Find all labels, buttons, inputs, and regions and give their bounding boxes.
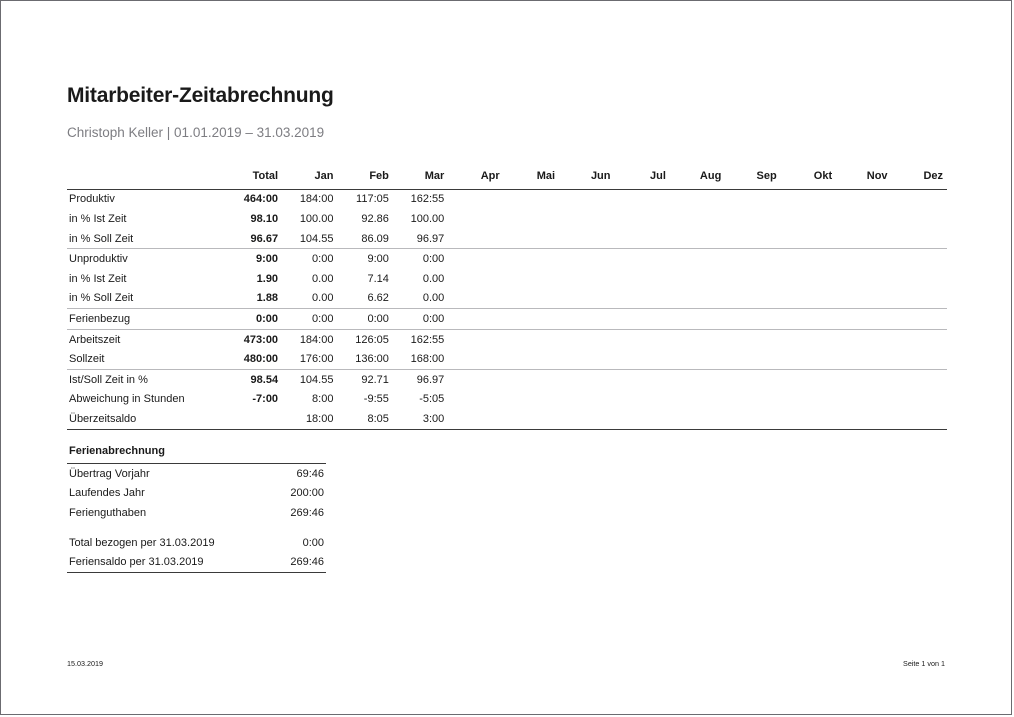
- cell-okt: [781, 390, 836, 410]
- cell-jul: [615, 269, 670, 289]
- cell-nov: [836, 289, 891, 309]
- cell-okt: [781, 249, 836, 269]
- cell-jan: 0.00: [312, 272, 334, 285]
- cell-jun: [559, 349, 614, 369]
- vacation-row-value: 269:46: [251, 552, 326, 572]
- cell-jan: 104.55: [282, 229, 337, 249]
- cell-feb: 7.14: [367, 272, 389, 285]
- time-report-table: [67, 166, 947, 430]
- vacation-row: [67, 533, 326, 553]
- column-header-apr: Apr: [448, 166, 503, 189]
- cell-jun: [559, 390, 614, 410]
- cell-nov: [836, 249, 891, 269]
- vacation-row: [67, 483, 326, 503]
- cell-dez: [892, 329, 947, 349]
- cell-jun: [559, 269, 614, 289]
- cell-mar: 0:00: [422, 253, 445, 266]
- cell-jan: 184:00: [299, 333, 334, 346]
- cell-total: [217, 409, 282, 429]
- vacation-row: [67, 463, 326, 483]
- cell-jun: [559, 209, 614, 229]
- cell-jul: [615, 409, 670, 429]
- cell-mai: [504, 329, 559, 349]
- column-header-dez: Dez: [892, 166, 947, 189]
- cell-sep: [725, 189, 780, 209]
- cell-nov: [836, 390, 891, 410]
- cell-jul: [615, 229, 670, 249]
- cell-apr: [448, 309, 503, 330]
- cell-jul: [615, 289, 670, 309]
- vacation-header-row: [67, 441, 326, 463]
- cell-jul: [615, 209, 670, 229]
- cell-nov: [836, 189, 891, 209]
- cell-feb: 136:00: [337, 349, 392, 369]
- cell-sep: [725, 349, 780, 369]
- cell-feb: 6.62: [337, 289, 392, 309]
- cell-jun: [559, 409, 614, 429]
- cell-jun: [559, 309, 614, 330]
- cell-okt: [781, 369, 836, 389]
- cell-feb: 8:05: [337, 409, 392, 429]
- vacation-table-head: [67, 441, 326, 463]
- vacation-row-label: Total bezogen per 31.03.2019: [69, 536, 215, 549]
- cell-mai: [504, 229, 559, 249]
- vacation-table-body: [67, 463, 326, 572]
- cell-nov: [836, 269, 891, 289]
- footer-page-number: Seite 1 von 1: [903, 659, 945, 668]
- vacation-row-label: Laufendes Jahr: [69, 487, 145, 500]
- row-label: Abweichung in Stunden: [69, 393, 185, 406]
- cell-total: 1.90: [256, 272, 279, 285]
- cell-nov: [836, 209, 891, 229]
- cell-jul: [615, 349, 670, 369]
- row-label: Ist/Soll Zeit in %: [69, 373, 148, 386]
- cell-mar: 100.00: [410, 212, 445, 225]
- vacation-row-label: Ferienguthaben: [69, 506, 147, 519]
- cell-dez: [892, 309, 947, 330]
- cell-total: 480:00: [217, 349, 282, 369]
- row-label: Ferienbezug: [67, 309, 217, 330]
- cell-dez: [892, 269, 947, 289]
- cell-apr: [448, 289, 503, 309]
- cell-jan: 0:00: [312, 253, 334, 266]
- cell-aug: [670, 229, 725, 249]
- row-label: Unproduktiv: [69, 253, 128, 266]
- cell-jul: [615, 309, 670, 330]
- cell-jul: [615, 189, 670, 209]
- cell-feb: -9:55: [363, 393, 389, 406]
- cell-jul: [615, 329, 670, 349]
- cell-feb: 117:05: [356, 193, 389, 206]
- cell-feb: 92.86: [361, 212, 389, 225]
- cell-total: 1.88: [217, 289, 282, 309]
- cell-total: 0:00: [217, 309, 282, 330]
- cell-mar: 162:55: [410, 193, 445, 206]
- cell-jan: 176:00: [282, 349, 337, 369]
- cell-mai: [504, 409, 559, 429]
- cell-dez: [892, 209, 947, 229]
- cell-nov: [836, 409, 891, 429]
- cell-jun: [559, 249, 614, 269]
- cell-total: 96.67: [217, 229, 282, 249]
- cell-total: -7:00: [252, 393, 279, 406]
- cell-mai: [504, 189, 559, 209]
- table-row: [67, 409, 947, 429]
- table-header-row: [67, 166, 947, 189]
- cell-okt: [781, 349, 836, 369]
- table-body: [67, 189, 947, 429]
- cell-sep: [725, 269, 780, 289]
- cell-jun: [559, 329, 614, 349]
- cell-aug: [670, 249, 725, 269]
- column-header-jun: Jun: [559, 166, 614, 189]
- cell-dez: [892, 249, 947, 269]
- cell-sep: [725, 329, 780, 349]
- cell-aug: [670, 390, 725, 410]
- row-label: Arbeitszeit: [69, 333, 121, 346]
- vacation-row-label: Feriensaldo per 31.03.2019: [67, 552, 251, 572]
- vacation-row-value: 200:00: [290, 487, 324, 500]
- cell-apr: [448, 229, 503, 249]
- cell-nov: [836, 229, 891, 249]
- vacation-spacer-row: [67, 523, 326, 533]
- cell-total: 98.10: [250, 212, 279, 225]
- vacation-row-value: 269:46: [290, 506, 324, 519]
- cell-okt: [781, 209, 836, 229]
- cell-aug: [670, 309, 725, 330]
- cell-apr: [448, 369, 503, 389]
- cell-feb: 92.71: [361, 373, 389, 386]
- row-label: Produktiv: [69, 193, 115, 206]
- table-row: [67, 269, 947, 289]
- row-label: in % Ist Zeit: [69, 212, 127, 225]
- cell-mai: [504, 309, 559, 330]
- cell-mar: 162:55: [410, 333, 445, 346]
- cell-jun: [559, 189, 614, 209]
- table-row: [67, 390, 947, 410]
- cell-nov: [836, 309, 891, 330]
- cell-jun: [559, 369, 614, 389]
- row-label: in % Ist Zeit: [69, 272, 127, 285]
- cell-okt: [781, 289, 836, 309]
- cell-mar: 168:00: [393, 349, 448, 369]
- cell-sep: [725, 309, 780, 330]
- cell-dez: [892, 229, 947, 249]
- cell-jan: 0.00: [282, 289, 337, 309]
- row-label: in % Soll Zeit: [67, 229, 217, 249]
- cell-aug: [670, 369, 725, 389]
- cell-mar: 96.97: [416, 373, 445, 386]
- cell-jun: [559, 289, 614, 309]
- row-label: in % Soll Zeit: [67, 289, 217, 309]
- column-header-nov: Nov: [836, 166, 891, 189]
- column-header-aug: Aug: [670, 166, 725, 189]
- cell-jan: 8:00: [312, 393, 334, 406]
- cell-dez: [892, 369, 947, 389]
- cell-dez: [892, 390, 947, 410]
- cell-jun: [559, 229, 614, 249]
- cell-aug: [670, 209, 725, 229]
- cell-feb: 126:05: [355, 333, 389, 346]
- cell-sep: [725, 289, 780, 309]
- cell-aug: [670, 189, 725, 209]
- table-row: [67, 289, 947, 309]
- cell-apr: [448, 189, 503, 209]
- cell-jan: 0:00: [282, 309, 337, 330]
- cell-aug: [670, 349, 725, 369]
- cell-jan: 104.55: [299, 373, 334, 386]
- table-row: [67, 349, 947, 369]
- cell-total: 98.54: [250, 373, 279, 386]
- cell-mai: [504, 249, 559, 269]
- cell-mar: 0.00: [422, 272, 445, 285]
- vacation-section-title: Ferienabrechnung: [67, 441, 326, 463]
- cell-sep: [725, 209, 780, 229]
- footer-date: 15.03.2019: [67, 659, 103, 668]
- cell-dez: [892, 289, 947, 309]
- cell-okt: [781, 229, 836, 249]
- cell-jan: 184:00: [299, 193, 334, 206]
- vacation-row-label: Übertrag Vorjahr: [69, 467, 150, 480]
- column-header-mar: Mar: [393, 166, 448, 189]
- column-header-jul: Jul: [615, 166, 670, 189]
- vacation-row: [67, 503, 326, 523]
- column-header-jan: Jan: [282, 166, 337, 189]
- cell-apr: [448, 249, 503, 269]
- table-head: [67, 166, 947, 189]
- cell-okt: [781, 329, 836, 349]
- cell-mai: [504, 209, 559, 229]
- cell-mar: 3:00: [393, 409, 448, 429]
- cell-nov: [836, 329, 891, 349]
- cell-dez: [892, 189, 947, 209]
- cell-mar: -5:05: [419, 393, 445, 406]
- cell-sep: [725, 369, 780, 389]
- vacation-summary-container: [67, 441, 326, 573]
- cell-feb: 9:00: [367, 253, 389, 266]
- time-report-table-container: [67, 166, 947, 430]
- cell-nov: [836, 369, 891, 389]
- cell-mar: 0.00: [393, 289, 448, 309]
- vacation-row-value: 0:00: [302, 536, 324, 549]
- table-row: [67, 309, 947, 330]
- cell-apr: [448, 349, 503, 369]
- cell-jul: [615, 249, 670, 269]
- cell-mai: [504, 289, 559, 309]
- page-subtitle: Christoph Keller | 01.01.2019 – 31.03.2019: [67, 125, 325, 140]
- row-label: Sollzeit: [67, 349, 217, 369]
- table-row: [67, 189, 947, 209]
- cell-total: 464:00: [243, 193, 279, 206]
- cell-dez: [892, 409, 947, 429]
- cell-jan: 100.00: [299, 212, 334, 225]
- cell-aug: [670, 409, 725, 429]
- table-row: [67, 329, 947, 349]
- cell-sep: [725, 409, 780, 429]
- vacation-summary-table: [67, 441, 326, 573]
- cell-okt: [781, 309, 836, 330]
- cell-mai: [504, 390, 559, 410]
- cell-total: 473:00: [243, 333, 279, 346]
- cell-jul: [615, 390, 670, 410]
- cell-jan: 18:00: [282, 409, 337, 429]
- page-title: Mitarbeiter-Zeitabrechnung: [67, 84, 334, 107]
- cell-aug: [670, 289, 725, 309]
- cell-mai: [504, 369, 559, 389]
- cell-mai: [504, 269, 559, 289]
- cell-total: 9:00: [256, 253, 279, 266]
- cell-sep: [725, 229, 780, 249]
- cell-apr: [448, 390, 503, 410]
- spacer-cell: [67, 523, 326, 533]
- cell-okt: [781, 409, 836, 429]
- cell-mai: [504, 349, 559, 369]
- table-row: [67, 369, 947, 389]
- cell-apr: [448, 209, 503, 229]
- cell-mar: 0:00: [393, 309, 448, 330]
- column-header-feb: Feb: [337, 166, 392, 189]
- column-header-label: [67, 166, 217, 189]
- column-header-okt: Okt: [781, 166, 836, 189]
- table-row: [67, 249, 947, 269]
- cell-okt: [781, 269, 836, 289]
- vacation-row-value: 69:46: [296, 467, 324, 480]
- cell-sep: [725, 249, 780, 269]
- table-row: [67, 209, 947, 229]
- cell-mar: 96.97: [393, 229, 448, 249]
- table-row: [67, 229, 947, 249]
- column-header-sep: Sep: [725, 166, 780, 189]
- cell-apr: [448, 329, 503, 349]
- cell-apr: [448, 409, 503, 429]
- column-header-mai: Mai: [504, 166, 559, 189]
- cell-jul: [615, 369, 670, 389]
- cell-apr: [448, 269, 503, 289]
- cell-dez: [892, 349, 947, 369]
- vacation-row: [67, 552, 326, 572]
- column-header-total: Total: [217, 166, 282, 189]
- cell-feb: 86.09: [337, 229, 392, 249]
- cell-sep: [725, 390, 780, 410]
- cell-feb: 0:00: [337, 309, 392, 330]
- cell-aug: [670, 269, 725, 289]
- row-label: Überzeitsaldo: [67, 409, 217, 429]
- cell-okt: [781, 189, 836, 209]
- cell-nov: [836, 349, 891, 369]
- cell-aug: [670, 329, 725, 349]
